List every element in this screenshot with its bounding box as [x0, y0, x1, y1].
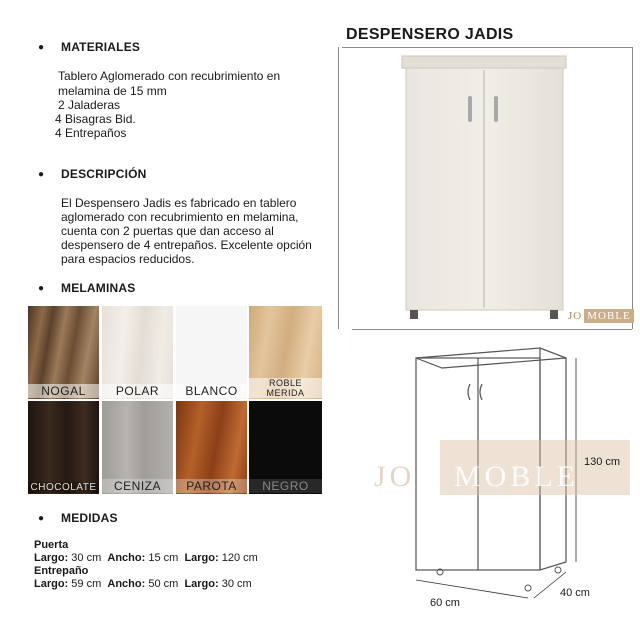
door-largo2-label: Largo: [184, 552, 219, 564]
door-largo-value: 30 cm [71, 552, 102, 564]
swatch-label: NEGRO [249, 479, 322, 493]
materials-item: 4 Entrepaños [55, 126, 127, 140]
swatch-polar[interactable] [102, 306, 173, 399]
description-line: para espacios reducidos. [61, 252, 195, 266]
cabinet-photo [398, 52, 572, 322]
door-ancho-label: Ancho: [107, 552, 146, 564]
shelf-label: Entrepaño [34, 565, 89, 577]
shelf-largo2-value: 30 cm [221, 578, 252, 590]
swatch-label: PAROTA [176, 479, 247, 493]
swatch-label: POLAR [102, 384, 173, 398]
divider [338, 47, 339, 329]
product-title: DESPENSERO JADIS [346, 26, 514, 43]
brand-watermark-part2: MOBLE [454, 460, 579, 493]
swatch-label: BLANCO [176, 384, 247, 398]
shelf-largo-value: 59 cm [71, 578, 102, 590]
swatch-label: ROBLE MERIDA [249, 378, 322, 398]
swatch-label: CENIZA [102, 479, 173, 493]
logo-part1: JO [568, 310, 583, 322]
shelf-ancho-value: 50 cm [148, 578, 179, 590]
swatch-negro[interactable] [249, 401, 322, 494]
materials-heading: MATERIALES [61, 40, 141, 54]
bullet-dot: ● [38, 42, 45, 53]
door-largo2-value: 120 cm [221, 552, 258, 564]
door-label: Puerta [34, 539, 69, 551]
shelf-largo-label: Largo: [34, 578, 69, 590]
dimension-height: 130 cm [584, 456, 621, 468]
description-line: cuenta con 2 puertas que dan acceso al [61, 224, 274, 238]
bullet-dot: ● [38, 283, 45, 294]
swatch-parota[interactable] [176, 401, 247, 494]
swatch-label: CHOCOLATE [28, 482, 99, 493]
swatch-label: NOGAL [28, 384, 99, 398]
swatch-ceniza[interactable] [102, 401, 173, 494]
divider [342, 47, 632, 48]
materials-item: 2 Jaladeras [58, 98, 121, 112]
melamine-swatch-grid [28, 306, 322, 494]
shelf-largo2-label: Largo: [184, 578, 219, 590]
swatch-chocolate[interactable] [28, 401, 99, 494]
swatch-blanco[interactable] [176, 306, 247, 399]
shelf-ancho-label: Ancho: [107, 578, 146, 590]
brand-watermark-part1: JO [374, 460, 416, 493]
description-heading: DESCRIPCIÓN [61, 167, 147, 181]
bullet-dot: ● [38, 169, 45, 180]
bullet-dot: ● [38, 513, 45, 524]
measures-block [34, 539, 258, 591]
swatch-roble-merida[interactable] [249, 306, 322, 399]
materials-item: 4 Bisagras Bid. [55, 112, 136, 126]
door-largo-label: Largo: [34, 552, 69, 564]
materials-item: melamina de 15 mm [58, 84, 167, 98]
description-line: aglomerado con recubrimiento en melamina, [61, 210, 299, 224]
melamines-heading: MELAMINAS [61, 281, 136, 295]
dimension-width: 60 cm [430, 597, 460, 609]
swatch-nogal[interactable] [28, 306, 99, 399]
brand-logo-small [568, 310, 634, 322]
materials-item: Tablero Aglomerado con recubrimiento en [58, 69, 281, 83]
logo-part2: MOBLE [584, 309, 634, 323]
dimension-depth: 40 cm [560, 587, 590, 599]
divider [632, 47, 633, 329]
description-line: El Despensero Jadis es fabricado en tablero [61, 196, 297, 210]
door-ancho-value: 15 cm [148, 552, 179, 564]
divider [352, 329, 632, 330]
description-line: despensero de 4 entrepaños. Excelente opción [61, 238, 312, 252]
measures-heading: MEDIDAS [61, 511, 118, 525]
